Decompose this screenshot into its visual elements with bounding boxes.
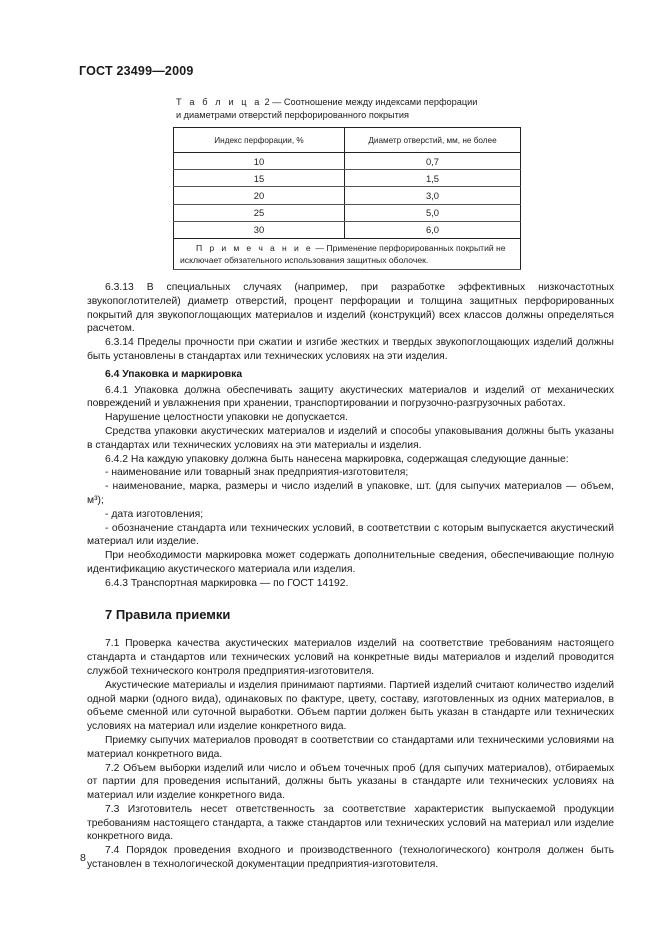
list-item: - наименование, марка, размеры и число изделий в упаковке, шт. (для сыпучих материалов — объем, м³); xyxy=(87,481,614,506)
paragraph-7-2: 7.2 Объем выборки изделий или число и объем точечных проб (для сыпучих материалов), отбираемых от партии для проведения испытаний, должны быть указаны в стандарте или технических условиях на материал или изделие конкретного вида. xyxy=(87,762,614,802)
paragraph-7-1-b: Акустические материалы и изделия принимают партиями. Партией изделий считают количество изделий одной марки (одного вида), одинаковых по фактуре, цвету, составу, изготовленных из одних материалов, в объеме сменной или суточной выработки. Объем партии должен быть указан в стандарте или технических условиях на материал или изделие конкретного вида. xyxy=(87,679,614,733)
table-row xyxy=(174,221,521,238)
cell-index: 10 xyxy=(174,153,345,170)
list-item: - наименование или товарный знак предприятия-изготовителя; xyxy=(105,467,409,479)
table-row xyxy=(174,153,521,170)
table-row xyxy=(174,204,521,221)
paragraph-6-4-2-b: При необходимости маркировка может содержать дополнительные сведения, обеспечивающие полную идентификацию акустического материала или изделия. xyxy=(87,550,614,575)
list-item: - обозначение стандарта или технических условий, в соответствии с которым выпускается акустический материал или изделие. xyxy=(87,522,614,548)
cell-diameter: 3,0 xyxy=(345,187,521,204)
document-body xyxy=(87,281,614,872)
table-row xyxy=(174,170,521,187)
table-note xyxy=(174,238,521,269)
paragraph-7-4: 7.4 Порядок проведения входного и производственного (технологического) контроля должен быть установлен в технологической документации предприятия-изготовителя. xyxy=(87,845,614,871)
paragraph-6-3-14: 6.3.14 Пределы прочности при сжатии и изгибе жестких и твердых звукопоглощающих изделий должны быть установлены в стандартах или технических условиях на эти изделия. xyxy=(87,337,614,362)
cell-index: 15 xyxy=(174,170,345,187)
perforation-table xyxy=(173,127,521,270)
table-note-prefix: П р и м е ч а н и е xyxy=(196,242,314,253)
table-note-text: — Применение перфорированных покрытий не xyxy=(313,242,506,253)
cell-index: 25 xyxy=(174,204,345,221)
cell-index: 30 xyxy=(174,221,345,238)
paragraph-6-4-2: 6.4.2 На каждую упаковку должна быть нанесена маркировка, содержащая следующие данные: xyxy=(105,453,569,465)
document-header: ГОСТ 23499—2009 xyxy=(79,64,194,78)
table-caption-prefix: Т а б л и ц а xyxy=(176,97,262,107)
cell-index: 20 xyxy=(174,187,345,204)
paragraph-6-3-13: 6.3.13 В специальных случаях (например, при разработке эффективных низкочастотных звукопоглотителей) диаметр отверстий, процент перфорации и толщина защитных перфорированных покрытий для звукопоглощающих материалов и изделий (конструкций) всех классов должны определяться расчетом. xyxy=(87,282,614,335)
cell-diameter: 6,0 xyxy=(345,221,521,238)
section-heading-7: 7 Правила приемки xyxy=(105,606,231,622)
cell-diameter: 0,7 xyxy=(345,153,521,170)
paragraph-7-1-c: Приемку сыпучих материалов проводят в соответствии со стандартами или техническими условиями на материал конкретного вида. xyxy=(87,734,614,760)
column-header-hole-diameter: Диаметр отверстий, мм, не более xyxy=(345,128,521,153)
cell-diameter: 1,5 xyxy=(345,170,521,187)
cell-diameter: 5,0 xyxy=(345,204,521,221)
table-note-line2: исключает обязательного использования защитных оболочек. xyxy=(180,255,429,266)
paragraph-6-4-1-b: Нарушение целостности упаковки не допускается. xyxy=(105,412,348,424)
page-number: 8 xyxy=(80,852,86,864)
paragraph-6-4-3: 6.4.3 Транспортная маркировка — по ГОСТ 14192. xyxy=(105,577,349,589)
table-row xyxy=(174,187,521,204)
table-note-row xyxy=(174,238,521,269)
paragraph-7-1: 7.1 Проверка качества акустических материалов изделий на соответствие требованиям настоящего стандарта и стандартов или технических условий на конкретные виды материалов и изделий проводится службой технического контроля предприятия-изготовителя. xyxy=(87,638,614,677)
table-caption-title: 2 — Соотношение между индексами перфорации xyxy=(261,97,478,107)
section-heading-6-4: 6.4 Упаковка и маркировка xyxy=(105,368,243,380)
paragraph-7-3: 7.3 Изготовитель несет ответственность за соответствие характеристик выпускаемой продукции требованиям настоящего стандарта, а также стандартов или технических условий на материал или изделие конкретного вида. xyxy=(87,803,614,843)
paragraph-6-4-1-c: Средства упаковки акустических материалов и изделий и способы упаковывания должны быть указаны в стандартах или технических условиях на эти материалы и изделия. xyxy=(87,425,614,451)
table-caption-line2: и диаметрами отверстий перфорированного покрытия xyxy=(176,110,409,120)
paragraph-6-4-1: 6.4.1 Упаковка должна обеспечивать защиту акустических материалов и изделий от механических повреждений и увлажнения при хранении, транспортировании и погрузочно-разгрузочных работах. xyxy=(87,384,614,410)
column-header-perforation-index: Индекс перфорации, % xyxy=(174,128,345,153)
list-item: - дата изготовления; xyxy=(105,508,204,520)
table-caption xyxy=(176,96,536,122)
